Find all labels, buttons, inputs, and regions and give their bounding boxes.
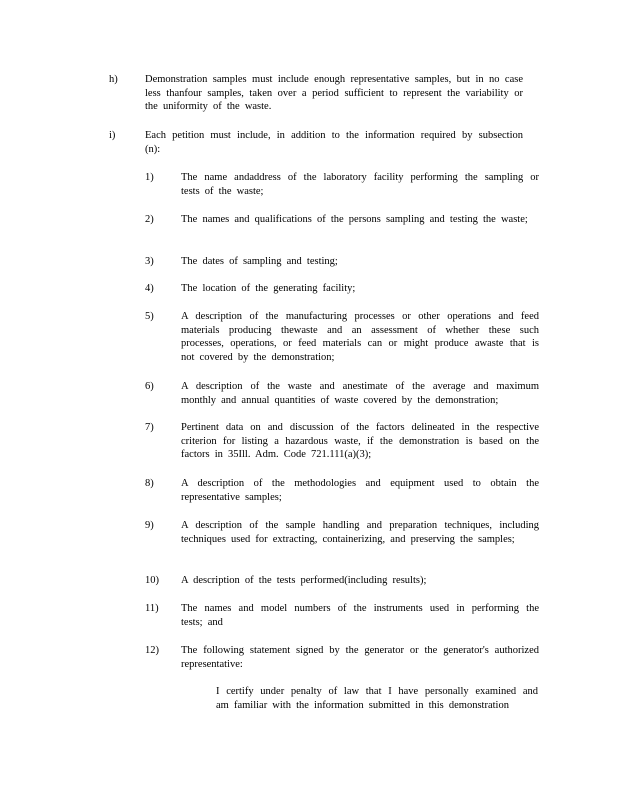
item-number: 3) [145,256,154,267]
item-text: A description of the methodologies and equipment used to obtain the representative samples; [181,478,539,503]
item-number: 10) [145,575,159,586]
section-label: i) [109,130,116,141]
item-number: 8) [145,478,154,489]
item-text: The name andaddress of the laboratory facility performing the sampling or tests of the waste; [181,172,539,197]
item-text: The names and model numbers of the instruments used in performing the tests; and [181,603,539,628]
item-number: 9) [145,520,154,531]
item-number: 1) [145,172,154,183]
section-text: Each petition must include, in addition to the information required by subsection (n): [145,130,523,155]
item-number: 12) [145,645,159,656]
item-text: Pertinent data on and discussion of the factors delineated in the respective criterion for listing a hazardous waste, if the demonstration is based on the factors in 35Ill. Adm. Code 721.111(a)(3); [181,422,539,461]
section-text: Demonstration samples must include enough representative samples, but in no case less thanfour samples, taken over a period sufficient to represent the variability or the uniformity of the waste. [145,74,523,113]
item-number: 5) [145,311,154,322]
item-text: A description of the tests performed(including results); [181,575,427,586]
item-number: 11) [145,603,159,614]
item-text: The dates of sampling and testing; [181,256,338,267]
item-text: A description of the sample handling and preparation techniques, including techniques used for extracting, containerizing, and preserving the samples; [181,520,539,545]
item-text: The following statement signed by the generator or the generator's authorized representative: [181,645,539,670]
item-number: 6) [145,381,154,392]
item-text: The location of the generating facility; [181,283,356,294]
section-label: h) [109,74,118,85]
item-number: 2) [145,214,154,225]
item-number: 7) [145,422,154,433]
certification-text: I certify under penalty of law that I have personally examined and am familiar with the information submitted in this demonstration [216,686,538,711]
item-text: A description of the waste and anestimate of the average and maximum monthly and annual quantities of waste covered by the demonstration; [181,381,539,406]
item-number: 4) [145,283,154,294]
item-text: The names and qualifications of the persons sampling and testing the waste; [181,214,528,225]
item-text: A description of the manufacturing processes or other operations and feed materials producing thewaste and an assessment of whether these such processes, operations, or feed materials can or might produce awaste that is not covered by the demonstration; [181,311,539,363]
